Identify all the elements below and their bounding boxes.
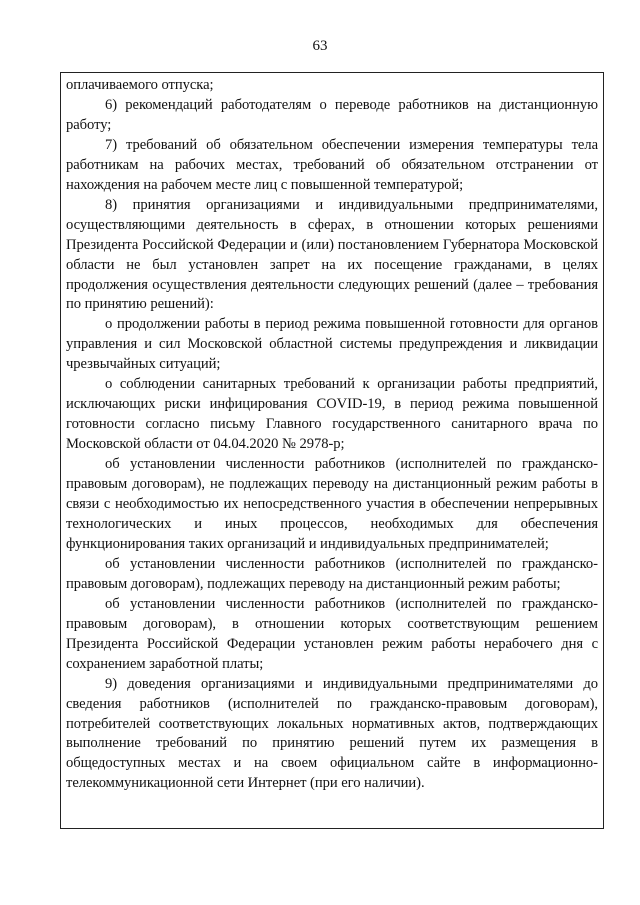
paragraph-item-6: 6) рекомендаций работодателям о переводе работников на дистанционную работу; <box>66 96 598 133</box>
paragraph-continuation: оплачиваемого отпуска; <box>66 77 214 93</box>
paragraph-decision-3: об установлении численности работников (исполнителей по гражданско-правовым договорам), не подлежащих переводу на дистанционный режим работы в связи с необходимостью их непосредственного участия в обеспечении непрерывных технологических и иных процессов, необходимых для обеспечения функционирования таких организаций и индивидуальных предпринимателей; <box>66 456 598 552</box>
paragraph-decision-2: о соблюдении санитарных требований к организации работы предприятий, исключающих риски инфицирования COVID-19, в период режима повышенной готовности согласно письму Главного государственного санитарного врача по Московской области от 04.04.2020 № 2978-р; <box>66 376 598 453</box>
page-number: 63 <box>312 38 328 54</box>
paragraph-item-7: 7) требований об обязательном обеспечении измерения температуры тела работникам на рабочих местах, требований об обязательном отстранении от нахождения на рабочем месте лиц с повышенной температурой; <box>66 136 598 193</box>
paragraph-item-8: 8) принятия организациями и индивидуальными предпринимателями, осуществляющими деятельность в сферах, в отношении которых решениями Президента Российской Федерации и (или) постановлением Губернатора Московской области не был установлен запрет на их посещение гражданами, в целях продолжения осуществления деятельности следующих решений (далее – требования по принятию решений): <box>66 196 598 313</box>
paragraph-decision-5: об установлении численности работников (исполнителей по гражданско-правовым договорам), в отношении которых соответствующим решением Президента Российской Федерации установлен режим работы нерабочего дня с сохранением заработной платы; <box>66 595 598 672</box>
paragraph-decision-1: о продолжении работы в период режима повышенной готовности для органов управления и сил Московской областной системы предупреждения и ликвидации чрезвычайных ситуаций; <box>66 316 598 373</box>
text-frame <box>60 72 604 829</box>
paragraph-decision-4: об установлении численности работников (исполнителей по гражданско-правовым договорам), подлежащих переводу на дистанционный режим работы; <box>66 555 598 592</box>
paragraph-item-9: 9) доведения организациями и индивидуальными предпринимателями до сведения работников (исполнителей по гражданско-правовым договорам), потребителей соответствующих локальных нормативных актов, подтверждающих выполнение требований по принятию решений путем их размещения в общедоступных местах и на своем официальном сайте в информационно-телекоммуникационной сети Интернет (при его наличии). <box>66 675 598 792</box>
